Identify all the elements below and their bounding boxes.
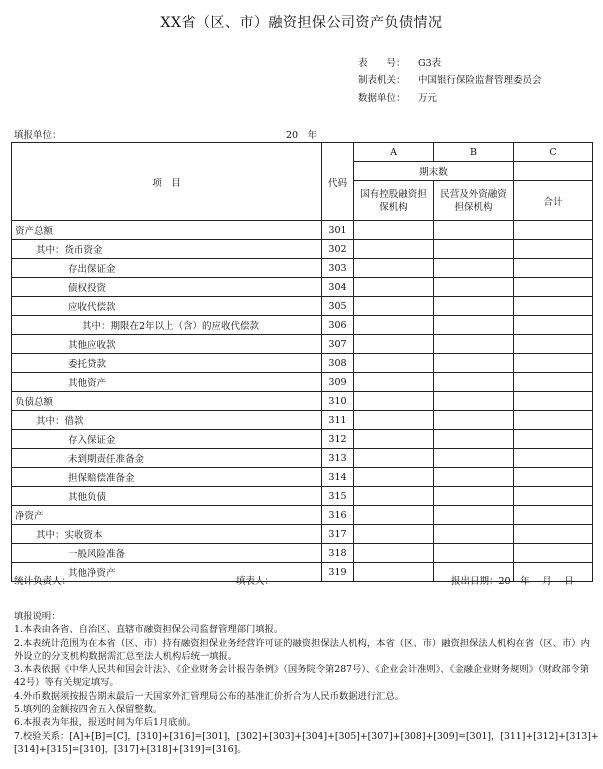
cell-a[interactable] — [354, 259, 434, 278]
row-item — [12, 354, 322, 373]
row-item — [12, 449, 322, 468]
row-code: 307 — [322, 335, 354, 354]
row-code: 303 — [322, 259, 354, 278]
cell-a[interactable] — [354, 297, 434, 316]
form-number-label: 表 号： — [358, 58, 406, 69]
note-item: 2.本表统计范围为在本省（区、市）持有融资担保业务经营许可证的融资担保法人机构，本省（区、市）融资担保法人机构在省（区、市）内外设立的分支机构数据需汇总至法人机构后统一填报。 — [14, 637, 590, 662]
row-label: 其他负债 — [68, 492, 107, 503]
row-code: 302 — [322, 240, 354, 259]
table-row — [12, 525, 593, 544]
cell-b[interactable] — [434, 240, 514, 259]
row-prefix: 其中： — [36, 245, 65, 256]
row-item — [12, 221, 322, 240]
note-item: 4.外币数据须按报告期末最后一天国家外汇管理局公布的基准汇价折合为人民币数据进行汇总。 — [14, 690, 405, 702]
cell-c[interactable] — [514, 411, 593, 430]
table-row — [12, 430, 593, 449]
table-row — [12, 468, 593, 487]
table-row — [12, 221, 593, 240]
filler-label: 填表人： — [236, 576, 275, 587]
cell-c[interactable] — [514, 449, 593, 468]
row-code: 310 — [322, 392, 354, 411]
cell-a[interactable] — [354, 278, 434, 297]
issuing-agency-value: 中国银行保险监督管理委员会 — [418, 75, 542, 86]
col-b-header: 民营及外资融资担保机构 — [434, 181, 514, 221]
row-label: 货币资金 — [64, 245, 103, 256]
row-label: 负债总额 — [15, 397, 54, 408]
row-code: 319 — [322, 563, 354, 582]
col-c-letter: C — [514, 143, 593, 162]
note-item: 1.本表由各省、自治区、直辖市融资担保公司监督管理部门填报。 — [14, 624, 284, 636]
row-code: 314 — [322, 468, 354, 487]
item-header: 项 目 — [12, 143, 322, 221]
cell-a[interactable] — [354, 487, 434, 506]
fill-year: 20 年 — [286, 130, 318, 141]
table-row — [12, 278, 593, 297]
note-item: 6.本报表为年报，报送时间为年后1月底前。 — [14, 717, 197, 729]
col-c-header: 合计 — [514, 181, 593, 221]
table-row — [12, 240, 593, 259]
cell-a[interactable] — [354, 506, 434, 525]
row-prefix: 其中： — [36, 530, 65, 541]
cell-a[interactable] — [354, 373, 434, 392]
filling-notes — [14, 610, 599, 756]
cell-c[interactable] — [514, 373, 593, 392]
issuing-agency — [358, 72, 542, 86]
table-row — [12, 297, 593, 316]
table-row — [12, 506, 593, 525]
row-code: 315 — [322, 487, 354, 506]
row-label: 实收资本 — [64, 530, 103, 541]
data-unit — [358, 90, 437, 104]
cell-b[interactable] — [434, 316, 514, 335]
row-item — [12, 278, 322, 297]
row-code: 306 — [322, 316, 354, 335]
form-number-value: G3表 — [418, 58, 442, 69]
cell-b[interactable] — [434, 335, 514, 354]
row-label: 资产总额 — [15, 226, 54, 237]
table-row — [12, 259, 593, 278]
cell-b[interactable] — [434, 430, 514, 449]
col-a-header: 国有控股融资担保机构 — [354, 181, 434, 221]
row-code: 313 — [322, 449, 354, 468]
row-item — [12, 487, 322, 506]
note-item: 5.填列的金额按四舍五入保留整数。 — [14, 704, 163, 716]
data-unit-label: 数据单位： — [358, 93, 406, 104]
cell-c[interactable] — [514, 316, 593, 335]
period-end-blank — [514, 162, 593, 181]
row-label: 债权投资 — [68, 283, 107, 294]
row-item — [12, 316, 322, 335]
cell-b[interactable] — [434, 373, 514, 392]
report-title: XX省（区、市）融资担保公司资产负债情况 — [160, 15, 443, 31]
table-row — [12, 335, 593, 354]
row-code: 311 — [322, 411, 354, 430]
cell-a[interactable] — [354, 335, 434, 354]
row-item — [12, 525, 322, 544]
row-item — [12, 544, 322, 563]
row-item — [12, 240, 322, 259]
cell-c[interactable] — [514, 221, 593, 240]
row-code: 305 — [322, 297, 354, 316]
cell-b[interactable] — [434, 354, 514, 373]
cell-a[interactable] — [354, 468, 434, 487]
cell-b[interactable] — [434, 221, 514, 240]
row-code: 304 — [322, 278, 354, 297]
cell-b[interactable] — [434, 259, 514, 278]
row-code: 308 — [322, 354, 354, 373]
row-label: 其他应收款 — [68, 340, 116, 351]
issuing-agency-label: 制表机关： — [358, 75, 406, 86]
cell-c[interactable] — [514, 278, 593, 297]
cell-a[interactable] — [354, 354, 434, 373]
cell-a[interactable] — [354, 525, 434, 544]
table-row — [12, 411, 593, 430]
cell-b[interactable] — [434, 506, 514, 525]
cell-a[interactable] — [354, 430, 434, 449]
row-item — [12, 259, 322, 278]
row-label: 净资产 — [15, 511, 44, 522]
row-code: 301 — [322, 221, 354, 240]
row-label: 一般风险准备 — [68, 549, 126, 560]
col-a-letter: A — [354, 143, 434, 162]
cell-a[interactable] — [354, 449, 434, 468]
cell-b[interactable] — [434, 468, 514, 487]
cell-b[interactable] — [434, 411, 514, 430]
row-item — [12, 392, 322, 411]
cell-a[interactable] — [354, 392, 434, 411]
cell-a[interactable] — [354, 544, 434, 563]
row-label: 应收代偿款 — [68, 302, 116, 313]
cell-b[interactable] — [434, 487, 514, 506]
table-row — [12, 449, 593, 468]
table-row — [12, 544, 593, 563]
cell-a[interactable] — [354, 316, 434, 335]
cell-c[interactable] — [514, 430, 593, 449]
cell-c[interactable] — [514, 335, 593, 354]
cell-c[interactable] — [514, 468, 593, 487]
row-label: 担保赔偿准备金 — [68, 473, 135, 484]
cell-c[interactable] — [514, 487, 593, 506]
cell-c[interactable] — [514, 525, 593, 544]
table-row — [12, 354, 593, 373]
row-code: 309 — [322, 373, 354, 392]
row-label: 其他资产 — [68, 378, 107, 389]
balance-sheet-table — [11, 142, 593, 582]
cell-a[interactable] — [354, 411, 434, 430]
row-item — [12, 506, 322, 525]
cell-b[interactable] — [434, 297, 514, 316]
row-code: 318 — [322, 544, 354, 563]
cell-a[interactable] — [354, 240, 434, 259]
row-item — [12, 411, 322, 430]
note-item: 3.本表依据《中华人民共和国会计法》、《企业财务会计报告条例》（国务院令第287号）、《企业会计准则》、《金融企业财务规则》（财政部令第42号）等有关规定填写。 — [14, 664, 590, 689]
cell-b[interactable] — [434, 392, 514, 411]
row-label: 委托贷款 — [68, 359, 107, 370]
row-prefix: 其中： — [82, 321, 111, 332]
row-item — [12, 297, 322, 316]
cell-b[interactable] — [434, 278, 514, 297]
row-label: 借款 — [64, 416, 84, 427]
row-item — [12, 373, 322, 392]
notes-heading: 填报说明： — [14, 611, 61, 622]
code-header: 代码 — [322, 143, 354, 221]
row-item — [12, 430, 322, 449]
stat-head-label: 统计负责人： — [14, 576, 72, 587]
period-end-header: 期末数 — [354, 162, 514, 181]
note-item: 7.校验关系：[A]+[B]=[C]，[310]+[316]=[301]，[302]+[303]+[304]+[305]+[307]+[308]+[309]=[301]，[311]+[312]+[313]+[314]+[315]=[310]，[317]+[318]+[319]=[316]。 — [14, 730, 599, 755]
table-row — [12, 316, 593, 335]
table-row — [12, 487, 593, 506]
cell-c[interactable] — [514, 259, 593, 278]
cell-b[interactable] — [434, 544, 514, 563]
data-unit-value: 万元 — [418, 93, 438, 104]
row-code: 317 — [322, 525, 354, 544]
cell-c[interactable] — [514, 354, 593, 373]
row-code: 312 — [322, 430, 354, 449]
table-row — [12, 392, 593, 411]
table-row — [12, 373, 593, 392]
row-label: 其他净资产 — [68, 568, 116, 579]
row-label: 存入保证金 — [68, 435, 116, 446]
row-label: 存出保证金 — [68, 264, 116, 275]
report-date-label: 报出日期：20 年 月 日 — [451, 576, 574, 587]
row-item — [12, 468, 322, 487]
cell-a[interactable] — [354, 221, 434, 240]
row-label: 未到期责任准备金 — [68, 454, 145, 465]
col-b-letter: B — [434, 143, 514, 162]
cell-b[interactable] — [434, 449, 514, 468]
form-number — [358, 55, 441, 69]
row-code: 316 — [322, 506, 354, 525]
row-prefix: 其中： — [36, 416, 65, 427]
cell-c[interactable] — [514, 240, 593, 259]
row-item — [12, 335, 322, 354]
cell-c[interactable] — [514, 392, 593, 411]
cell-b[interactable] — [434, 525, 514, 544]
cell-c[interactable] — [514, 297, 593, 316]
cell-c[interactable] — [514, 544, 593, 563]
cell-a[interactable] — [354, 563, 434, 582]
cell-c[interactable] — [514, 506, 593, 525]
fill-unit-label: 填报单位： — [14, 130, 62, 141]
row-label: 期限在2年以上（含）的应收代偿款 — [110, 321, 260, 332]
